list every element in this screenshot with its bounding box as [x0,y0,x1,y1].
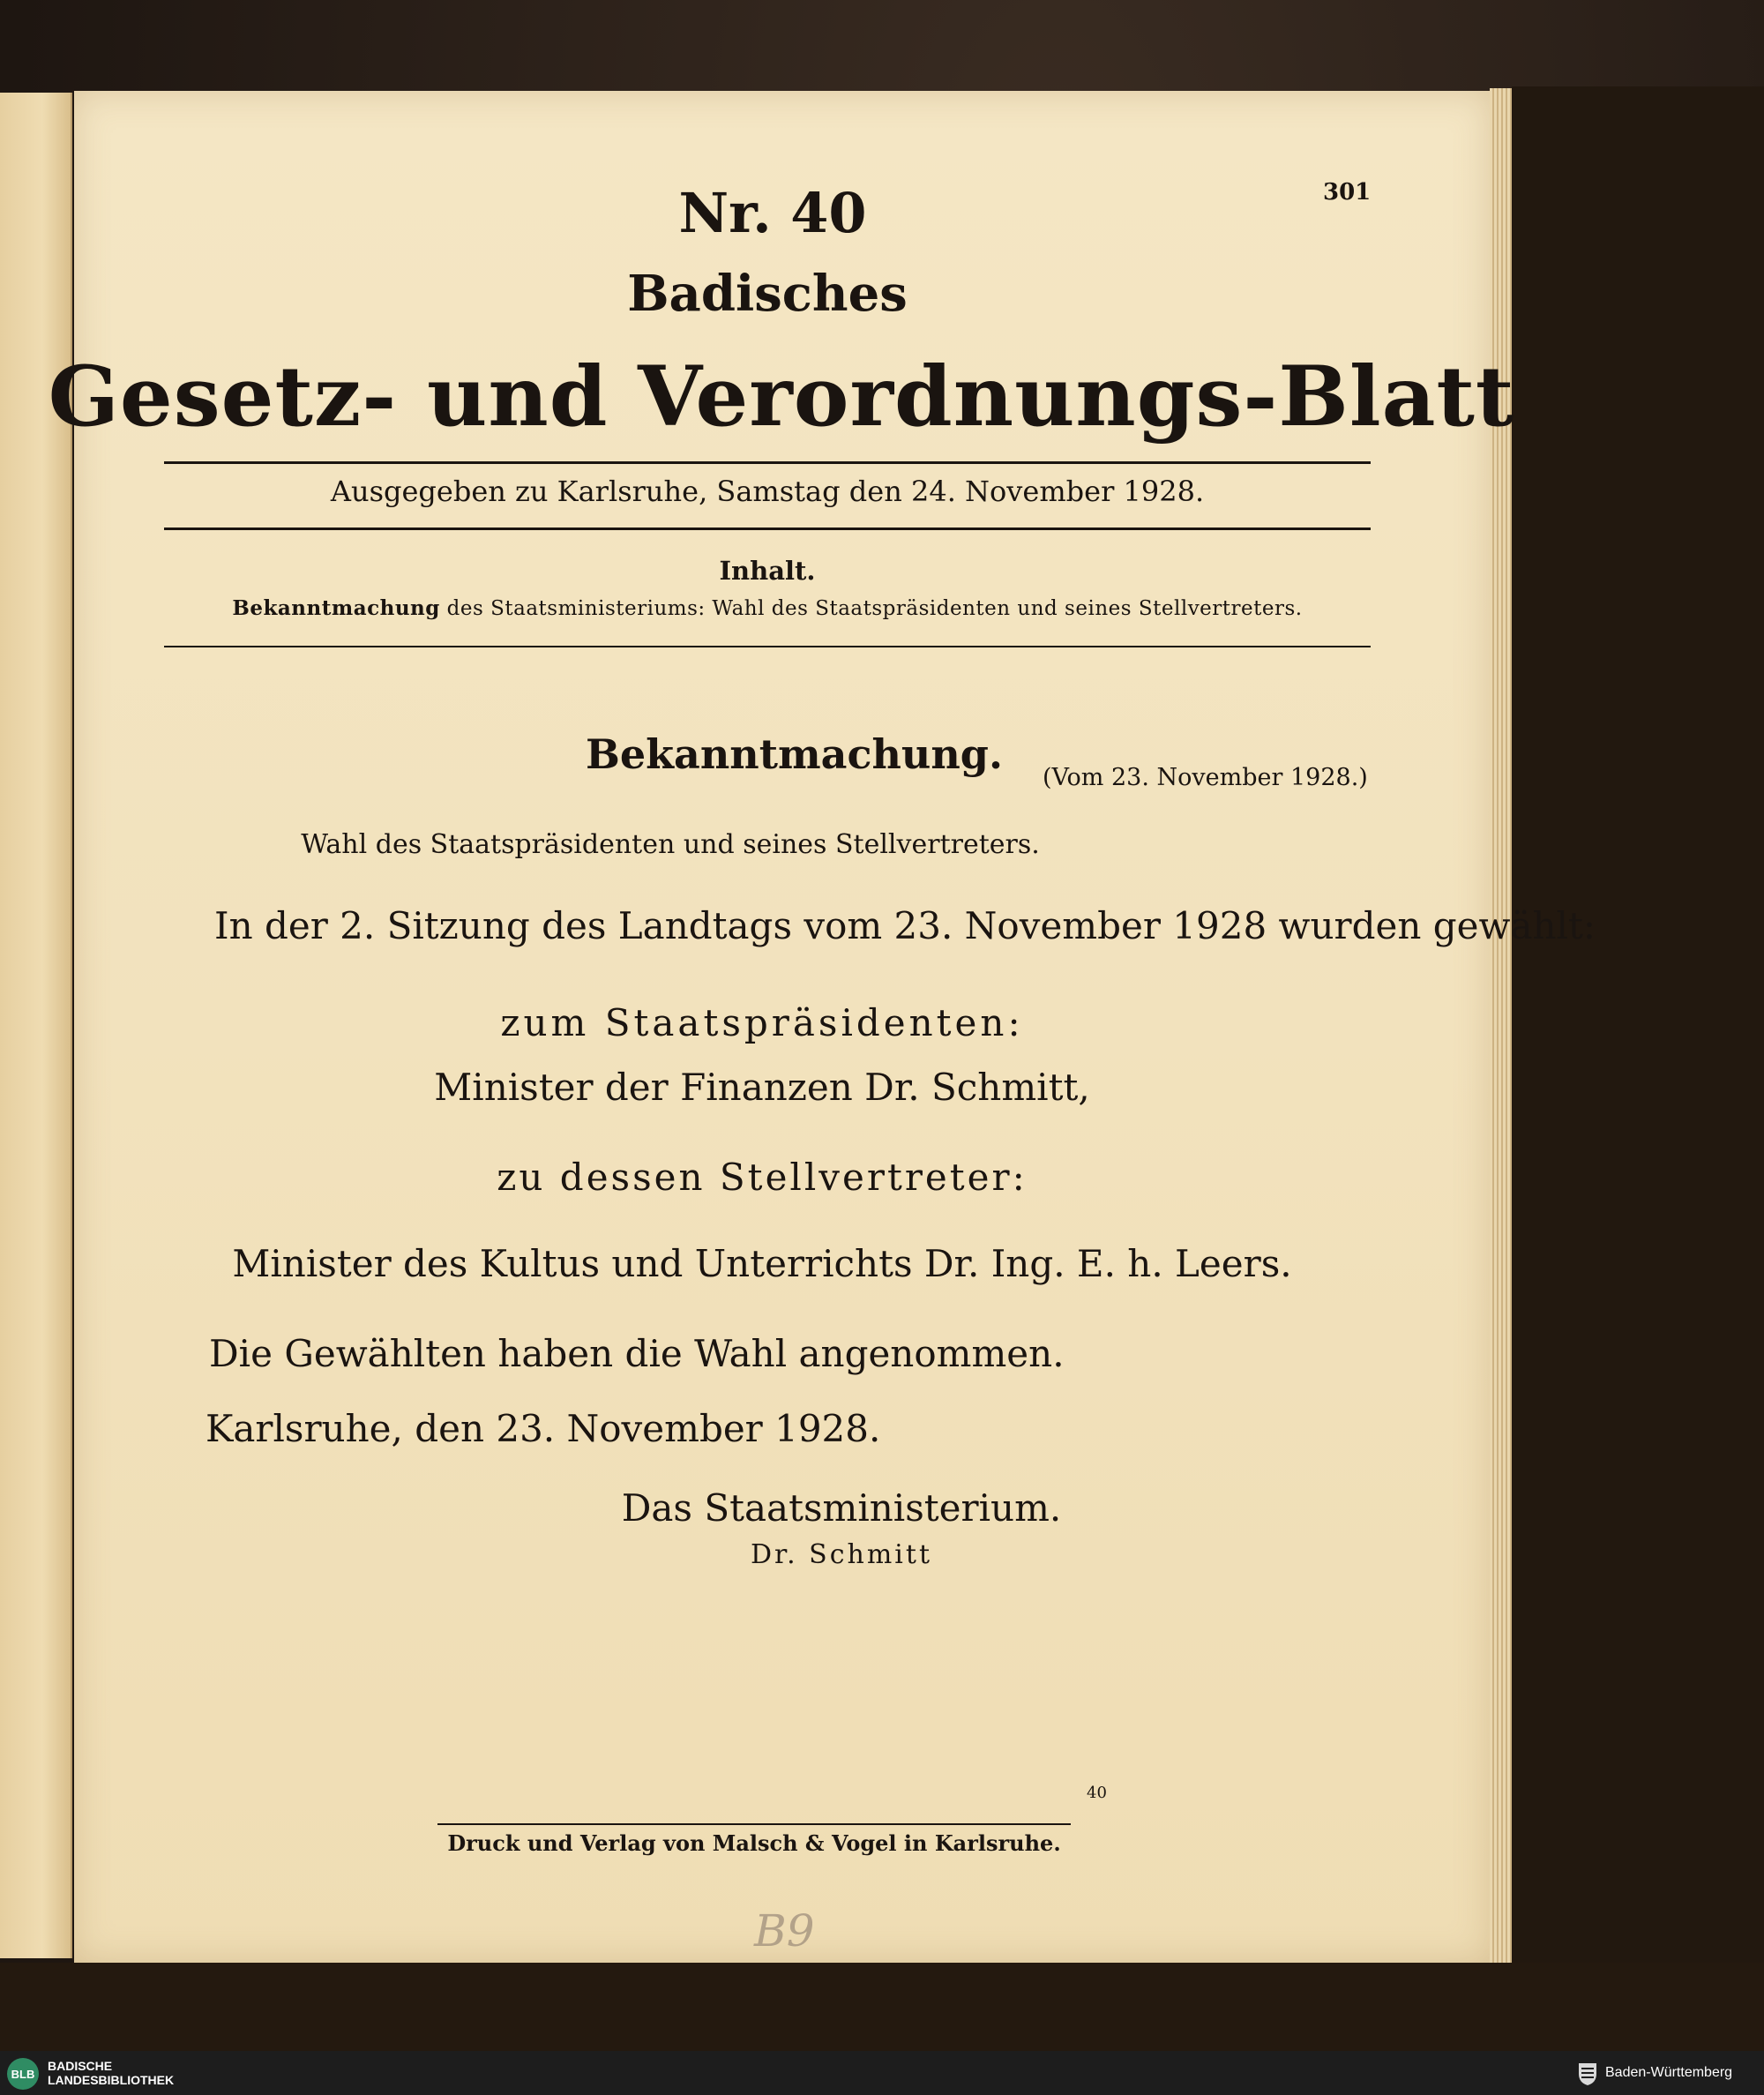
masthead-title: Gesetz- und Verordnungs-Blatt [48,348,1515,445]
notice-paragraph: zum Staatspräsidenten: [500,1001,1024,1044]
notice-paragraph: zu dessen Stellvertreter: [497,1156,1028,1199]
footer-rule [437,1823,1071,1825]
issued-line: Ausgegeben zu Karlsruhe, Samstag den 24. November 1928. [330,475,1205,508]
issue-number: Nr. 40 [678,181,867,245]
masthead-rule-top [164,461,1371,464]
notice-paragraph: In der 2. Sitzung des Landtags vom 23. November 1928 wurden gewählt: [214,904,1596,947]
library-name-line1: BADISCHE [48,2059,113,2073]
library-name[interactable] [48,2059,174,2087]
notice-subject: Wahl des Staatspräsidenten und seines Stellvertreters. [301,829,1040,860]
printer-imprint: Druck und Verlag von Malsch & Vogel in Karlsruhe. [447,1830,1061,1856]
notice-paragraph: Minister des Kultus und Unterrichts Dr. Ing. E. h. Leers. [232,1242,1292,1285]
library-name-line2: LANDESBIBLIOTHEK [48,2073,175,2087]
notice-signature: Dr. Schmitt [751,1539,932,1570]
contents-entry-label: Bekanntmachung [232,596,440,620]
notice-paragraph: Minister der Finanzen Dr. Schmitt, [434,1066,1090,1109]
notice-paragraph: Die Gewählten haben die Wahl angenommen. [209,1332,1065,1375]
notice-authority: Das Staatsministerium. [621,1486,1062,1530]
viewer-footer-bar [0,2051,1764,2095]
masthead-subtitle: Badisches [627,265,908,323]
sheet-number: 40 [1087,1784,1107,1802]
page-number: 301 [1323,179,1372,206]
notice-heading: Bekanntmachung. [586,730,1003,778]
notice-place-date: Karlsruhe, den 23. November 1928. [206,1407,881,1450]
bottom-shadow [0,1963,1764,2051]
blb-logo-icon[interactable]: BLB [7,2058,39,2090]
contents-entry-text: des Staatsministeriums: Wahl des Staatspräsidenten und seines Stellvertreters. [439,597,1303,620]
pencil-mark: B9 [754,1905,815,1957]
baden-wuerttemberg-crest-icon[interactable] [1575,2060,1600,2086]
masthead-rule-bottom [164,527,1371,530]
contents-title: Inhalt. [719,556,816,586]
contents-rule [164,646,1371,647]
contents-entry [164,596,1371,620]
notice-date: (Vom 23. November 1928.) [1043,764,1368,791]
state-name[interactable]: Baden-Württemberg [1605,2065,1733,2080]
